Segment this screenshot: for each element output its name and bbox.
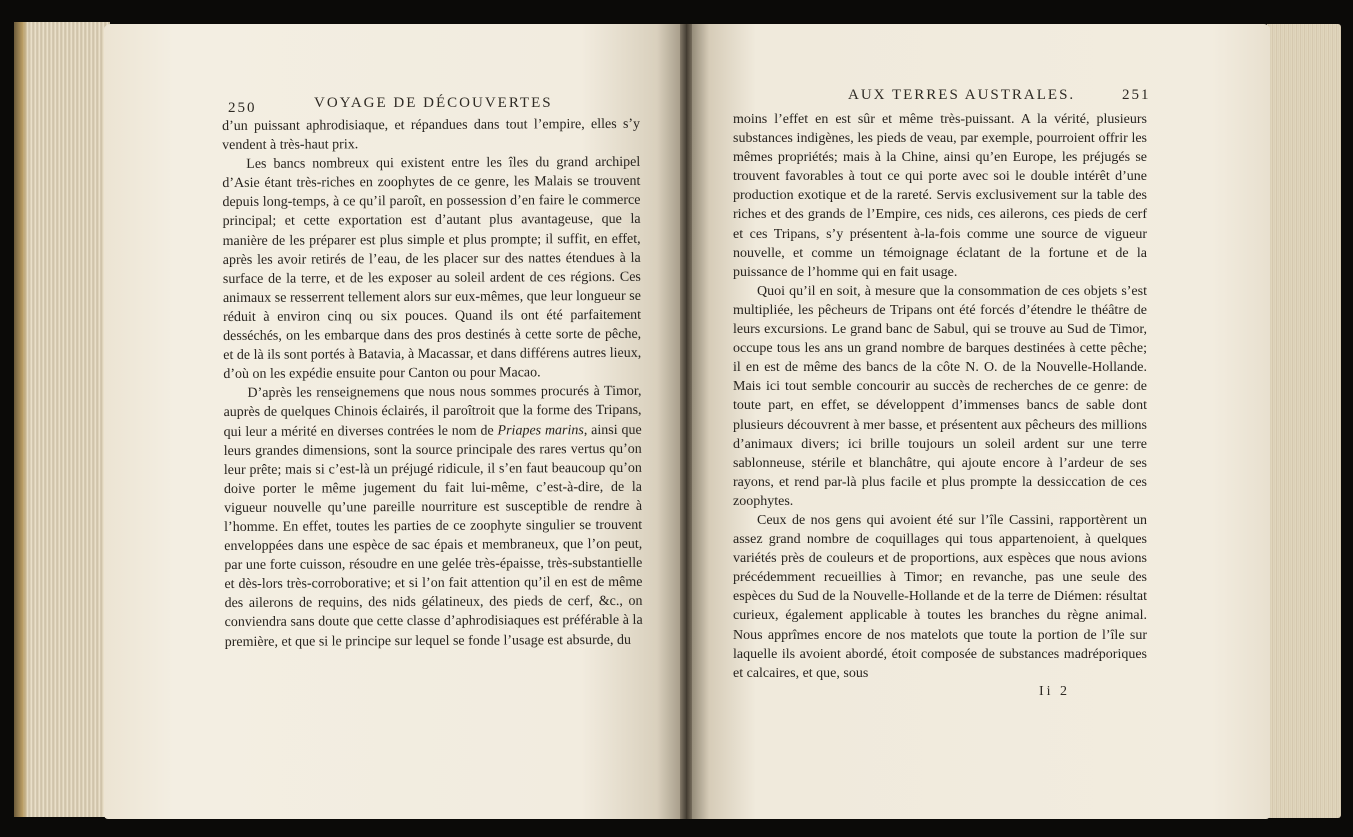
left-paragraph-2: Les bancs nombreux qui existent entre les îles du grand archipel d’Asie étant très-riches en zoophytes de ce genre, les Malais se trouvent depuis long-temps, à ce qu’il paroît, en possession d’en faire le commerce principal; et cette exportation est d’autant plus avantageuse, que la manière de les préparer est plus simple et plus prompte; il suffit, en effet, après les avoir retirés de l’eau, de les placer sur des nattes étendues à la surface de la terre, et de les exposer au soleil ardent de ces régions. Ces animaux se resserrent tellement alors sur eux-mêmes, que leur longueur se réduit à environ cinq ou six pouces. Quand ils ont été parfaitement desséchés, on les embarque dans des pros destinés à cette sorte de pêche, et de là ils sont portés à Batavia, à Macassar, et dans différens autres lieux, d’où on les expédie ensuite pour Canton ou pour Macao. (222, 154, 642, 383)
right-paragraph-1: moins l’effet en est sûr et même très-puissant. A la vérité, plusieurs substances indigènes, les pieds de veau, par exemple, pourroient offrir les mêmes propriétés; mais à la Chine, ainsi qu’en Europe, les préjugés se trouvent favorables à tout ce qui porte avec soi le double intérêt d’une production exotique et de la rareté. Servis exclusivement sur la table des riches et des grands de l’Empire, ces nids, ces ailerons, ces pieds de cerf et ces Tripans, s’y présentent à-la-fois comme une source de vigueur nouvelle, et comme un témoignage éclatant de la fortune et de la puissance de l’homme qui en fait usage. (733, 112, 1147, 280)
right-paragraph-2: Quoi qu’il en soit, à mesure que la consommation de ces objets s’est multipliée, les pêcheurs de Tripans ont été forcés d’étendre le théâtre de leurs excursions. Le grand banc de Sabul, qui se trouve au Sud de Timor, occupe tous les ans un grand nombre de barques destinées à cette pêche; il en est de même des bancs de la côte N. O. de la Nouvelle-Hollande. Mais ici tout semble concourir au succès de recherches de ce genre: de toute part, en effet, se développent d’immenses bancs de sable dont plusieurs découvrent à mer basse, et présentent aux pêcheurs des millions d’animaux divers; ici brille toujours un soleil ardent sur une terre sablonneuse, stérile et blanchâtre, qui ajoute encore à l’ardeur de ses rayons, et rend par-là plus facile et plus prompte la dessiccation de ces zoophytes. (733, 283, 1147, 509)
book-gutter (680, 24, 692, 819)
right-page-edges (1267, 24, 1341, 818)
left-page-edges (14, 22, 110, 817)
left-running-title: VOYAGE DE DÉCOUVERTES (314, 95, 553, 111)
left-paragraph-3-part-1: D’après les renseignemens que nous nous sommes procurés à Timor, auprès de quelques Chinois éclairés, il paroîtroit que la forme des Tripans, qui leur a mérité en diverses contrées le nom de (223, 384, 642, 440)
left-paragraph-3 (223, 382, 642, 651)
left-paragraph-3-part-2: , ainsi que leurs grandes dimensions, sont la source principale des rares vertus qu’on leur prête; mais si c’est-là un préjugé ridicule, il s’en faut beaucoup qu’on doive porter le même jugement du fait lui-même, c’est-à-dire, de la vigueur nouvelle qu’une pareille nourriture est susceptible de rendre à l’homme. En effet, toutes les parties de ce zoophyte singulier se trouvent enveloppées dans une espèce de sac épais et membraneux, que l’on peut, par une forte cuisson, résoudre en une gelée très-épaisse, très-substantielle et dès-lors très-corroborative; et si l’on fait attention qu’il en est de même des ailerons de requins, des nids gélatineux, des pieds de cerf, &c., on conviendra sans doute que cette classe d’aphrodisiaques est préférable à la première, et que si le principe sur lequel se fonde l’usage est absurde, du (223, 422, 643, 650)
left-page-number: 250 (228, 100, 257, 116)
left-paragraph-3-italic: Priapes marins (497, 422, 584, 439)
signature-mark: Ii 2 (1039, 684, 1071, 699)
right-running-title: AUX TERRES AUSTRALES. (848, 87, 1076, 103)
right-paragraph-3: Ceux de nos gens qui avoient été sur l’île Cassini, rapportèrent un assez grand nombre de coquillages qui tous appartenoient, à quelques variétés près de couleurs et de proportions, aux espèces que nous avions précédemment recueillies à Timor; en revanche, pas une seule des espèces du Sud de la Nouvelle-Hollande et de la terre de Diémen: résultat curieux, également applicable à toutes les branches du règne animal. Nous apprîmes encore de nos matelots que toute la portion de l’île sur laquelle ils avoient abordé, étoit composée de substances madréporiques et calcaires, et que, sous (733, 512, 1147, 681)
left-page-body (222, 115, 643, 652)
right-page-body (733, 110, 1147, 683)
left-paragraph-1: d’un puissant aphrodisiaque, et répandues dans tout l’empire, elles s’y vendent à très-haut prix. (222, 116, 641, 154)
right-page-number: 251 (1122, 87, 1151, 103)
